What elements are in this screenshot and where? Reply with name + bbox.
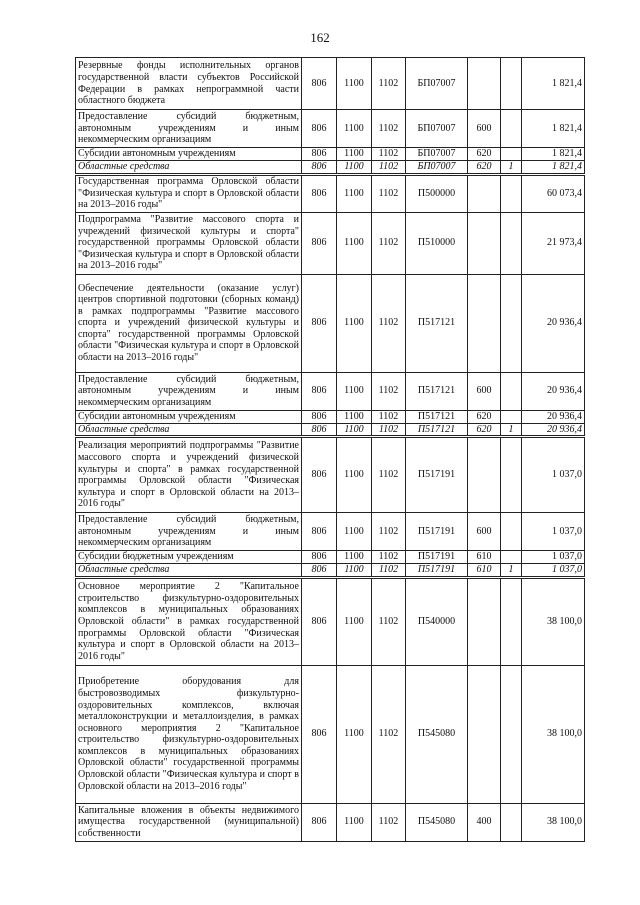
cell-department-code: 806 — [302, 423, 337, 437]
table-row — [76, 665, 585, 803]
cell-expense-type-code: 620 — [468, 410, 501, 423]
cell-section-code: 1100 — [337, 803, 372, 841]
cell-expense-type-code — [468, 58, 501, 110]
cell-amount: 1 821,4 — [522, 110, 585, 148]
cell-amount: 38 100,0 — [522, 577, 585, 665]
cell-funding-source-code — [501, 577, 522, 665]
cell-department-code: 806 — [302, 665, 337, 803]
cell-department-code: 806 — [302, 174, 337, 212]
row-description: Капитальные вложения в объекты недвижимого имущества государственной (муниципальной) собственности — [76, 803, 302, 841]
cell-amount: 60 073,4 — [522, 174, 585, 212]
cell-subsection-code: 1102 — [372, 513, 406, 551]
cell-expense-type-code: 400 — [468, 803, 501, 841]
cell-subsection-code: 1102 — [372, 564, 406, 578]
table-row — [76, 803, 585, 841]
row-description: Предоставление субсидий бюджетным, автономным учреждениям и иным некоммерческим организациям — [76, 513, 302, 551]
cell-expense-type-code — [468, 212, 501, 274]
cell-target-article-code: П517121 — [406, 372, 468, 410]
cell-target-article-code: П540000 — [406, 577, 468, 665]
cell-target-article-code: П510000 — [406, 212, 468, 274]
table-row — [76, 437, 585, 513]
cell-target-article-code: БП07007 — [406, 110, 468, 148]
cell-expense-type-code: 600 — [468, 110, 501, 148]
cell-expense-type-code: 620 — [468, 148, 501, 161]
cell-section-code: 1100 — [337, 148, 372, 161]
table-row — [76, 110, 585, 148]
table-row — [76, 148, 585, 161]
cell-funding-source-code — [501, 513, 522, 551]
cell-section-code: 1100 — [337, 274, 372, 372]
cell-target-article-code: П545080 — [406, 803, 468, 841]
cell-subsection-code: 1102 — [372, 577, 406, 665]
cell-target-article-code: П517191 — [406, 564, 468, 578]
cell-subsection-code: 1102 — [372, 161, 406, 175]
cell-amount: 20 936,4 — [522, 410, 585, 423]
cell-section-code: 1100 — [337, 410, 372, 423]
cell-amount: 1 037,0 — [522, 564, 585, 578]
cell-amount: 1 821,4 — [522, 148, 585, 161]
cell-target-article-code: П517191 — [406, 513, 468, 551]
cell-expense-type-code — [468, 437, 501, 513]
cell-expense-type-code: 600 — [468, 513, 501, 551]
cell-target-article-code: П517121 — [406, 423, 468, 437]
cell-target-article-code: П517191 — [406, 437, 468, 513]
cell-subsection-code: 1102 — [372, 665, 406, 803]
cell-section-code: 1100 — [337, 423, 372, 437]
cell-funding-source-code — [501, 410, 522, 423]
cell-amount: 20 936,4 — [522, 372, 585, 410]
cell-target-article-code: П517121 — [406, 410, 468, 423]
cell-section-code: 1100 — [337, 58, 372, 110]
cell-subsection-code: 1102 — [372, 174, 406, 212]
row-description: Областные средства — [76, 161, 302, 175]
cell-amount: 1 821,4 — [522, 161, 585, 175]
cell-department-code: 806 — [302, 372, 337, 410]
cell-department-code: 806 — [302, 437, 337, 513]
cell-target-article-code: БП07007 — [406, 148, 468, 161]
cell-section-code: 1100 — [337, 372, 372, 410]
cell-department-code: 806 — [302, 564, 337, 578]
cell-department-code: 806 — [302, 803, 337, 841]
cell-amount: 38 100,0 — [522, 665, 585, 803]
row-description: Обеспечение деятельности (оказание услуг) центров спортивной подготовки (сборных команд) в рамках подпрограммы "Развитие массового спорта и учреждений физической культуры и спорта" государственной программы Орловской области "Физическая культура и спорт в Орловской области на 2013–2016 годы" — [76, 274, 302, 372]
cell-amount: 1 037,0 — [522, 437, 585, 513]
cell-funding-source-code — [501, 803, 522, 841]
cell-funding-source-code — [501, 274, 522, 372]
table-row — [76, 513, 585, 551]
cell-section-code: 1100 — [337, 577, 372, 665]
cell-funding-source-code — [501, 212, 522, 274]
cell-subsection-code: 1102 — [372, 423, 406, 437]
row-description: Предоставление субсидий бюджетным, автономным учреждениям и иным некоммерческим организациям — [76, 110, 302, 148]
cell-subsection-code: 1102 — [372, 803, 406, 841]
cell-funding-source-code — [501, 58, 522, 110]
cell-amount: 20 936,4 — [522, 423, 585, 437]
row-description: Государственная программа Орловской области "Физическая культура и спорт в Орловской области на 2013–2016 годы" — [76, 174, 302, 212]
cell-section-code: 1100 — [337, 665, 372, 803]
table-row — [76, 423, 585, 437]
cell-amount: 1 037,0 — [522, 513, 585, 551]
cell-expense-type-code — [468, 665, 501, 803]
cell-subsection-code: 1102 — [372, 551, 406, 564]
cell-funding-source-code — [501, 372, 522, 410]
row-description: Основное мероприятие 2 "Капитальное строительство физкультурно-оздоровительных комплексов в муниципальных образованиях Орловской области" в рамках государственной программы Орловской области "Физическая культура и спорт в Орловской области на 2013–2016 годы" — [76, 577, 302, 665]
cell-section-code: 1100 — [337, 110, 372, 148]
cell-target-article-code: П517191 — [406, 551, 468, 564]
cell-target-article-code: П545080 — [406, 665, 468, 803]
cell-subsection-code: 1102 — [372, 410, 406, 423]
cell-department-code: 806 — [302, 58, 337, 110]
cell-section-code: 1100 — [337, 174, 372, 212]
table-row — [76, 212, 585, 274]
cell-expense-type-code: 610 — [468, 564, 501, 578]
cell-amount: 1 037,0 — [522, 551, 585, 564]
cell-department-code: 806 — [302, 212, 337, 274]
cell-subsection-code: 1102 — [372, 110, 406, 148]
row-description: Предоставление субсидий бюджетным, автономным учреждениям и иным некоммерческим организациям — [76, 372, 302, 410]
cell-section-code: 1100 — [337, 513, 372, 551]
table-row — [76, 58, 585, 110]
row-description: Резервные фонды исполнительных органов государственной власти субъектов Российской Федерации в рамках непрограммной части областного бюджета — [76, 58, 302, 110]
cell-section-code: 1100 — [337, 551, 372, 564]
cell-department-code: 806 — [302, 513, 337, 551]
cell-funding-source-code: 1 — [501, 161, 522, 175]
cell-funding-source-code: 1 — [501, 423, 522, 437]
cell-subsection-code: 1102 — [372, 58, 406, 110]
cell-department-code: 806 — [302, 110, 337, 148]
cell-department-code: 806 — [302, 161, 337, 175]
cell-subsection-code: 1102 — [372, 372, 406, 410]
cell-funding-source-code — [501, 110, 522, 148]
cell-funding-source-code — [501, 148, 522, 161]
cell-subsection-code: 1102 — [372, 148, 406, 161]
row-description: Областные средства — [76, 564, 302, 578]
cell-amount: 20 936,4 — [522, 274, 585, 372]
table-body — [76, 58, 585, 842]
row-description: Субсидии автономным учреждениям — [76, 148, 302, 161]
table-row — [76, 174, 585, 212]
cell-amount: 21 973,4 — [522, 212, 585, 274]
table-row — [76, 564, 585, 578]
table-row — [76, 410, 585, 423]
row-description: Подпрограмма "Развитие массового спорта и учреждений физической культуры и спорта" государственной программы Орловской области "Физическая культура и спорт в Орловской области на 2013–2016 годы" — [76, 212, 302, 274]
cell-subsection-code: 1102 — [372, 212, 406, 274]
cell-department-code: 806 — [302, 551, 337, 564]
cell-subsection-code: 1102 — [372, 437, 406, 513]
cell-target-article-code: П517121 — [406, 274, 468, 372]
cell-section-code: 1100 — [337, 564, 372, 578]
cell-funding-source-code: 1 — [501, 564, 522, 578]
cell-section-code: 1100 — [337, 212, 372, 274]
cell-funding-source-code — [501, 174, 522, 212]
cell-department-code: 806 — [302, 577, 337, 665]
cell-department-code: 806 — [302, 148, 337, 161]
row-description: Реализация мероприятий подпрограммы "Развитие массового спорта и учреждений физической культуры и спорта" в рамках государственной программы Орловской области "Физическая культура и спорт в Орловской области на 2013–2016 годы" — [76, 437, 302, 513]
cell-funding-source-code — [501, 665, 522, 803]
table-row — [76, 551, 585, 564]
table-row — [76, 161, 585, 175]
budget-table — [75, 57, 585, 842]
row-description: Субсидии бюджетным учреждениям — [76, 551, 302, 564]
cell-expense-type-code: 600 — [468, 372, 501, 410]
cell-expense-type-code — [468, 274, 501, 372]
table-row — [76, 577, 585, 665]
cell-target-article-code: П500000 — [406, 174, 468, 212]
page-number: 162 — [310, 30, 330, 45]
table-row — [76, 372, 585, 410]
cell-target-article-code: БП07007 — [406, 58, 468, 110]
cell-expense-type-code: 620 — [468, 423, 501, 437]
cell-department-code: 806 — [302, 274, 337, 372]
cell-section-code: 1100 — [337, 437, 372, 513]
cell-funding-source-code — [501, 551, 522, 564]
cell-expense-type-code — [468, 577, 501, 665]
cell-section-code: 1100 — [337, 161, 372, 175]
row-description: Субсидии автономным учреждениям — [76, 410, 302, 423]
cell-subsection-code: 1102 — [372, 274, 406, 372]
cell-amount: 1 821,4 — [522, 58, 585, 110]
table-row — [76, 274, 585, 372]
cell-target-article-code: БП07007 — [406, 161, 468, 175]
cell-expense-type-code: 610 — [468, 551, 501, 564]
row-description: Приобретение оборудования для быстровозводимых физкультурно-оздоровительных комплексов, включая металлоконструкции и металлоизделия, в рамках основного мероприятия 2 "Капитальное строительство физкультурно-оздоровительных комплексов в муниципальных образованиях Орловской области" государственной программы Орловской области "Физическая культура и спорт в Орловской области на 2013–2016 годы" — [76, 665, 302, 803]
cell-amount: 38 100,0 — [522, 803, 585, 841]
row-description: Областные средства — [76, 423, 302, 437]
cell-expense-type-code — [468, 174, 501, 212]
cell-department-code: 806 — [302, 410, 337, 423]
cell-funding-source-code — [501, 437, 522, 513]
cell-expense-type-code: 620 — [468, 161, 501, 175]
